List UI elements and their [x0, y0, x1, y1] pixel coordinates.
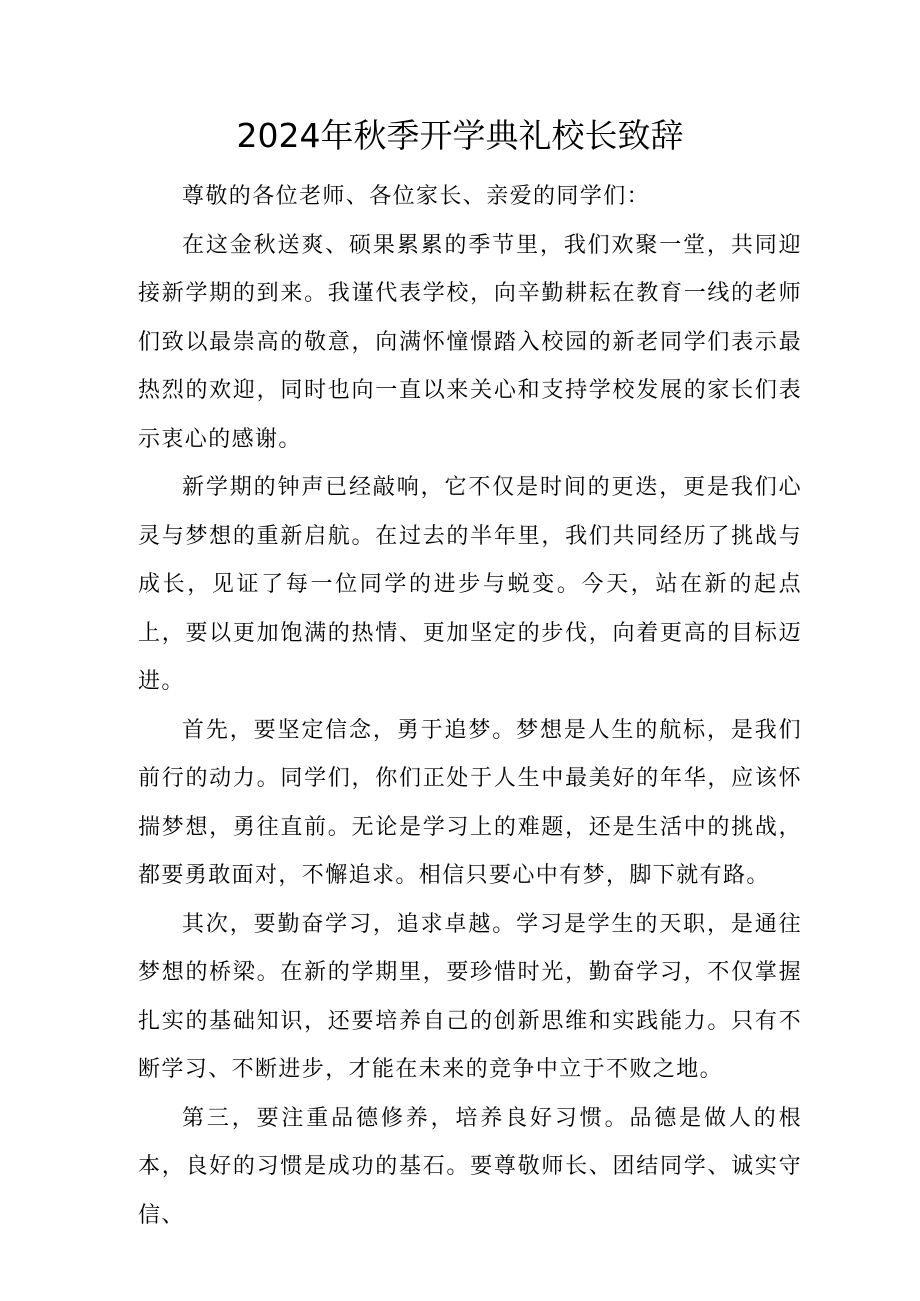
paragraph: 在这金秋送爽、硕果累累的季节里，我们欢聚一堂，共同迎接新学期的到来。我谨代表学校，向辛勤耕耘在教育一线的老师们致以最崇高的敬意，向满怀憧憬踏入校园的新老同学们表示最热烈的欢迎，同时也向一直以来关心和支持学校发展的家长们表示衷心的感谢。	[138, 232, 802, 452]
document-title: 2024年秋季开学典礼校长致辞	[236, 116, 684, 155]
paragraph: 其次，要勤奋学习，追求卓越。学习是学生的天职，是通往梦想的桥梁。在新的学期里，要珍惜时光，勤奋学习，不仅掌握扎实的基础知识，还要培养自己的创新思维和实践能力。只有不断学习、不断进步，才能在未来的竞争中立于不败之地。	[138, 911, 802, 1082]
document-body	[138, 150, 802, 1240]
paragraph: 首先，要坚定信念，勇于追梦。梦想是人生的航标，是我们前行的动力。同学们，你们正处于人生中最美好的年华，应该怀揣梦想，勇往直前。无论是学习上的难题，还是生活中的挑战，都要勇敢面对，不懈追求。相信只要心中有梦，脚下就有路。	[138, 717, 802, 888]
salutation: 尊敬的各位老师、各位家长、亲爱的同学们：	[182, 184, 651, 209]
paragraph: 新学期的钟声已经敲响，它不仅是时间的更迭，更是我们心灵与梦想的重新启航。在过去的半年里，我们共同经历了挑战与成长，见证了每一位同学的进步与蜕变。今天，站在新的起点上，要以更加饱满的热情、更加坚定的步伐，向着更高的目标迈进。	[138, 475, 802, 694]
paragraph: 第三，要注重品德修养，培养良好习惯。品德是做人的根本，良好的习惯是成功的基石。要尊敬师长、团结同学、诚实守信、	[138, 1105, 802, 1228]
title-spacer	[138, 150, 802, 173]
